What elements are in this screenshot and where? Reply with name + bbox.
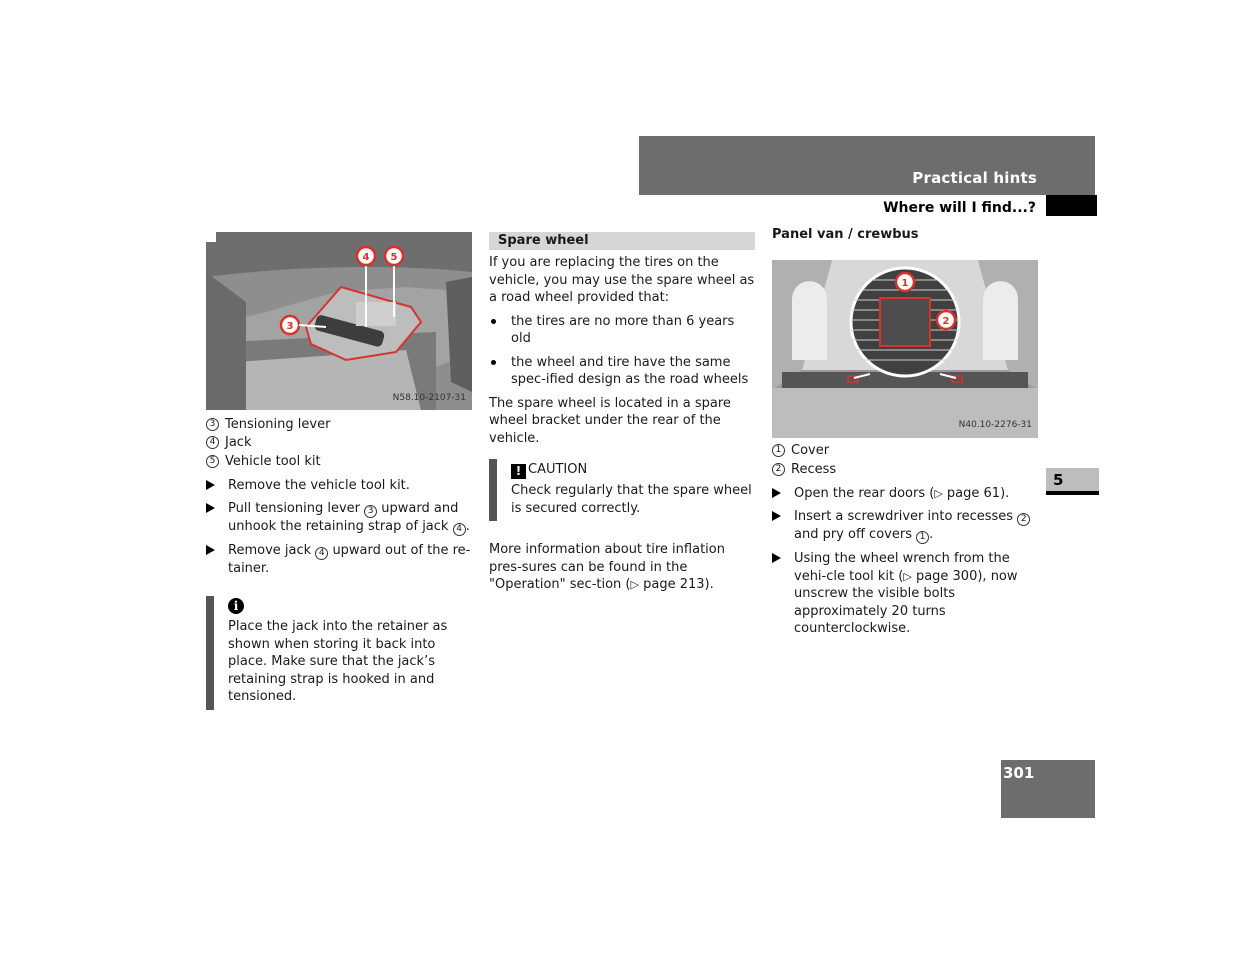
arrow-bullet-icon bbox=[206, 503, 215, 513]
legend-item bbox=[206, 415, 472, 434]
legend-list bbox=[772, 442, 1038, 479]
step-text: . bbox=[929, 527, 934, 542]
arrow-bullet-icon bbox=[772, 553, 781, 563]
caution-title: CAUTION bbox=[528, 462, 588, 477]
bullet-item bbox=[489, 313, 755, 348]
bullet-dot-icon bbox=[491, 360, 496, 365]
legend-number: 4 bbox=[206, 436, 219, 449]
instruction-step bbox=[772, 508, 1038, 544]
figure-code: N40.10-2276-31 bbox=[958, 420, 1032, 430]
legend-label: Tensioning lever bbox=[225, 416, 331, 432]
jack-illustration bbox=[206, 232, 472, 410]
step-text: Insert a screwdriver into recesses bbox=[794, 509, 1014, 524]
bullet-text: the wheel and tire have the same spec-ified design as the road wheels bbox=[511, 354, 749, 387]
step-text: Pull tensioning lever bbox=[228, 501, 360, 516]
ref-number: 2 bbox=[1017, 513, 1030, 526]
legend-number: 2 bbox=[772, 463, 785, 476]
section-title: Practical hints bbox=[912, 169, 1037, 187]
column-left bbox=[206, 232, 472, 710]
column-middle bbox=[489, 232, 755, 594]
legend-item bbox=[772, 442, 1038, 461]
info-icon: i bbox=[228, 598, 244, 614]
legend-number: 3 bbox=[206, 418, 219, 431]
instruction-step bbox=[206, 542, 472, 578]
note-bar bbox=[206, 596, 214, 710]
callout-4: 4 bbox=[362, 252, 370, 263]
step-text: Open the rear doors ( bbox=[794, 485, 935, 501]
warning-icon: ! bbox=[511, 464, 526, 479]
page-number: 301 bbox=[1003, 764, 1035, 782]
header-tab-marker bbox=[1046, 195, 1097, 216]
page-ref-icon: ▷ bbox=[934, 486, 943, 500]
step-text: . bbox=[465, 519, 470, 534]
legend-number: 1 bbox=[772, 444, 785, 457]
instruction-step bbox=[772, 550, 1038, 638]
note-text: Place the jack into the retainer as shown when storing it back into place. Make sure that the jack’s retaining strap is hooked in and tensioned. bbox=[228, 619, 448, 704]
step-text: Using the wheel wrench from the vehi-cle tool kit ( bbox=[794, 551, 1010, 584]
step-text: upward out of the re-tainer. bbox=[228, 543, 471, 576]
step-text: and pry off covers bbox=[794, 527, 912, 542]
ref-number: 4 bbox=[315, 547, 328, 560]
ref-number: 1 bbox=[916, 531, 929, 544]
subsection-title: Where will I find...? bbox=[883, 200, 1036, 216]
instruction-step bbox=[772, 485, 1038, 503]
spare-wheel-heading: Spare wheel bbox=[489, 232, 755, 250]
ref-number: 3 bbox=[364, 505, 377, 518]
cargo-figure bbox=[772, 260, 1038, 438]
cargo-floor-illustration bbox=[772, 260, 1038, 438]
callout-1: 1 bbox=[901, 277, 909, 289]
caution-bar bbox=[489, 459, 497, 521]
legend-item bbox=[206, 452, 472, 471]
step-text: Remove the vehicle tool kit. bbox=[228, 477, 410, 493]
figure-code: N58.10-2107-31 bbox=[392, 392, 466, 403]
more-info-text: More information about tire inflation pres-sures can be found in the "Operation" sec-tion (▷ page 213). bbox=[489, 542, 725, 593]
callout-2: 2 bbox=[942, 315, 950, 327]
callout-3: 3 bbox=[286, 321, 294, 332]
bullet-dot-icon bbox=[491, 319, 496, 324]
legend-item bbox=[206, 434, 472, 453]
legend-label: Cover bbox=[791, 443, 830, 458]
intro-text: If you are replacing the tires on the vehicle, you may use the spare wheel as a road wheel provided that: bbox=[489, 255, 755, 305]
page-ref-icon: ▷ bbox=[903, 569, 912, 583]
page-ref-link[interactable]: page 213). bbox=[643, 577, 714, 593]
step-text: Remove jack bbox=[228, 543, 312, 558]
jack-figure bbox=[206, 232, 472, 410]
arrow-bullet-icon bbox=[206, 545, 215, 555]
legend-number: 5 bbox=[206, 455, 219, 468]
legend-label: Vehicle tool kit bbox=[225, 453, 321, 469]
legend-list bbox=[206, 415, 472, 471]
legend-item bbox=[772, 460, 1038, 479]
panel-van-heading: Panel van / crewbus bbox=[772, 227, 919, 242]
page-ref-link[interactable]: page 300), now unscrew the visible bolts approximately 20 turns counterclockwise. bbox=[794, 568, 1018, 636]
page-ref-link[interactable]: page 61). bbox=[946, 485, 1010, 501]
instruction-step bbox=[206, 500, 472, 536]
callout-5: 5 bbox=[390, 252, 398, 263]
arrow-bullet-icon bbox=[772, 511, 781, 521]
location-text: The spare wheel is located in a spare wheel bracket under the rear of the vehicle. bbox=[489, 395, 731, 446]
ref-number: 4 bbox=[453, 523, 466, 536]
arrow-bullet-icon bbox=[772, 488, 781, 498]
legend-label: Jack bbox=[225, 435, 252, 450]
chapter-number: 5 bbox=[1053, 471, 1064, 489]
bullet-item bbox=[489, 354, 755, 389]
bullet-text: the tires are no more than 6 years old bbox=[511, 313, 735, 346]
step-text: upward and unhook the retaining strap of jack bbox=[228, 501, 459, 534]
info-note bbox=[206, 596, 472, 710]
page-ref-icon: ▷ bbox=[630, 578, 639, 592]
column-right bbox=[772, 226, 1038, 644]
caution-note bbox=[489, 459, 755, 521]
legend-label: Recess bbox=[791, 461, 837, 477]
arrow-bullet-icon bbox=[206, 480, 215, 490]
caution-text: Check regularly that the spare wheel is secured correctly. bbox=[511, 483, 752, 516]
instruction-step bbox=[206, 477, 472, 495]
